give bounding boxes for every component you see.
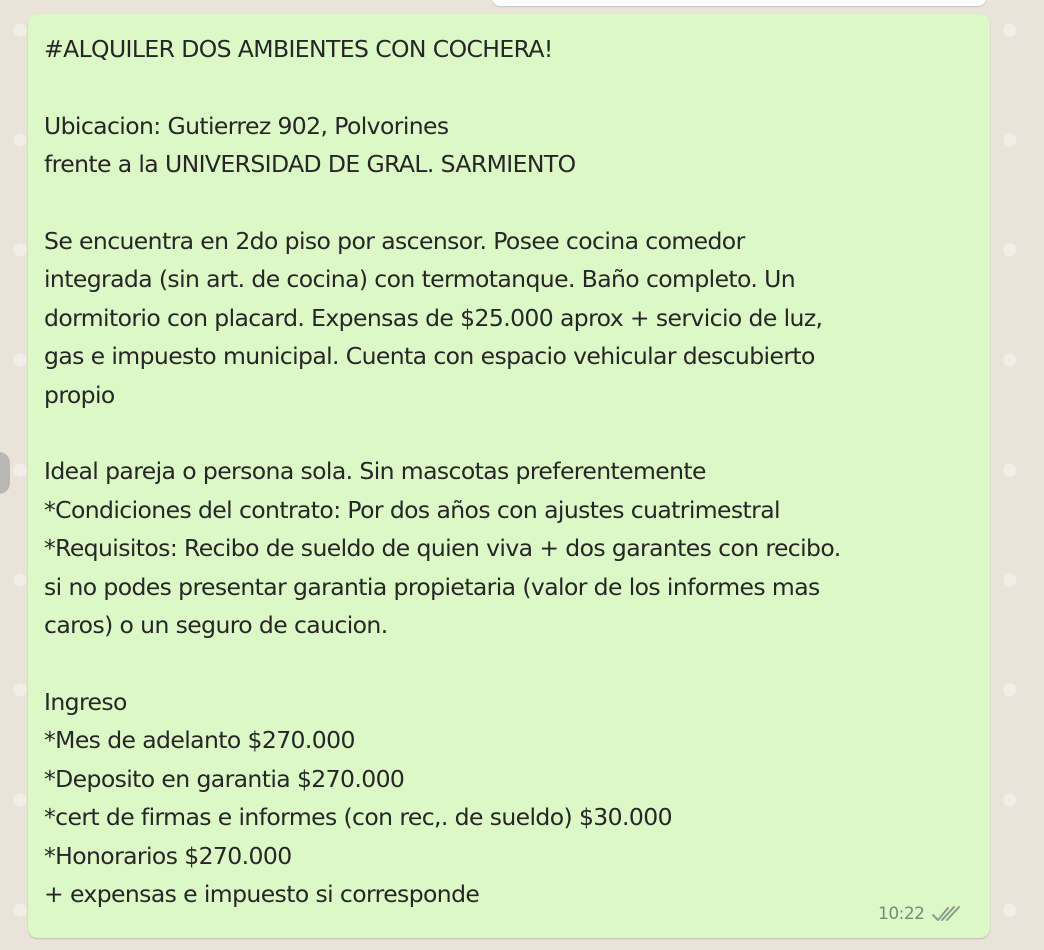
- scroll-handle[interactable]: [0, 452, 10, 494]
- message-text: #ALQUILER DOS AMBIENTES CON COCHERA! Ubicacion: Gutierrez 902, Polvorines frente a la UNIVERSIDAD DE GRAL. SARMIENTO Se encuentra en 2do piso por ascensor. Posee cocina comedor integrada (sin art. de cocina) con termotanque. Baño completo. Un dormitorio con placard. Expensas de $25.000 aprox + servicio de luz, gas e impuesto municipal. Cuenta con espacio vehicular descubierto propio Ideal pareja o persona sola. Sin mascotas preferentemente *Condiciones del contrato: Por dos años con ajustes cuatrimestral *Requisitos: Recibo de sueldo de quien viva + dos garantes con recibo. si no podes presentar garantia propietaria (valor de los informes mas caros) o un seguro de caucion. Ingreso *Mes de adelanto $270.000 *Deposito en garantia $270.000 *cert de firmas e informes (con rec,. de sueldo) $30.000 *Honorarios $270.000 + expensas e impuesto si corresponde: [44, 35, 841, 908]
- previous-message-bubble[interactable]: [492, 0, 986, 6]
- message-meta: [878, 904, 961, 924]
- double-check-icon: [931, 904, 961, 924]
- message-time: 10:22: [878, 904, 925, 924]
